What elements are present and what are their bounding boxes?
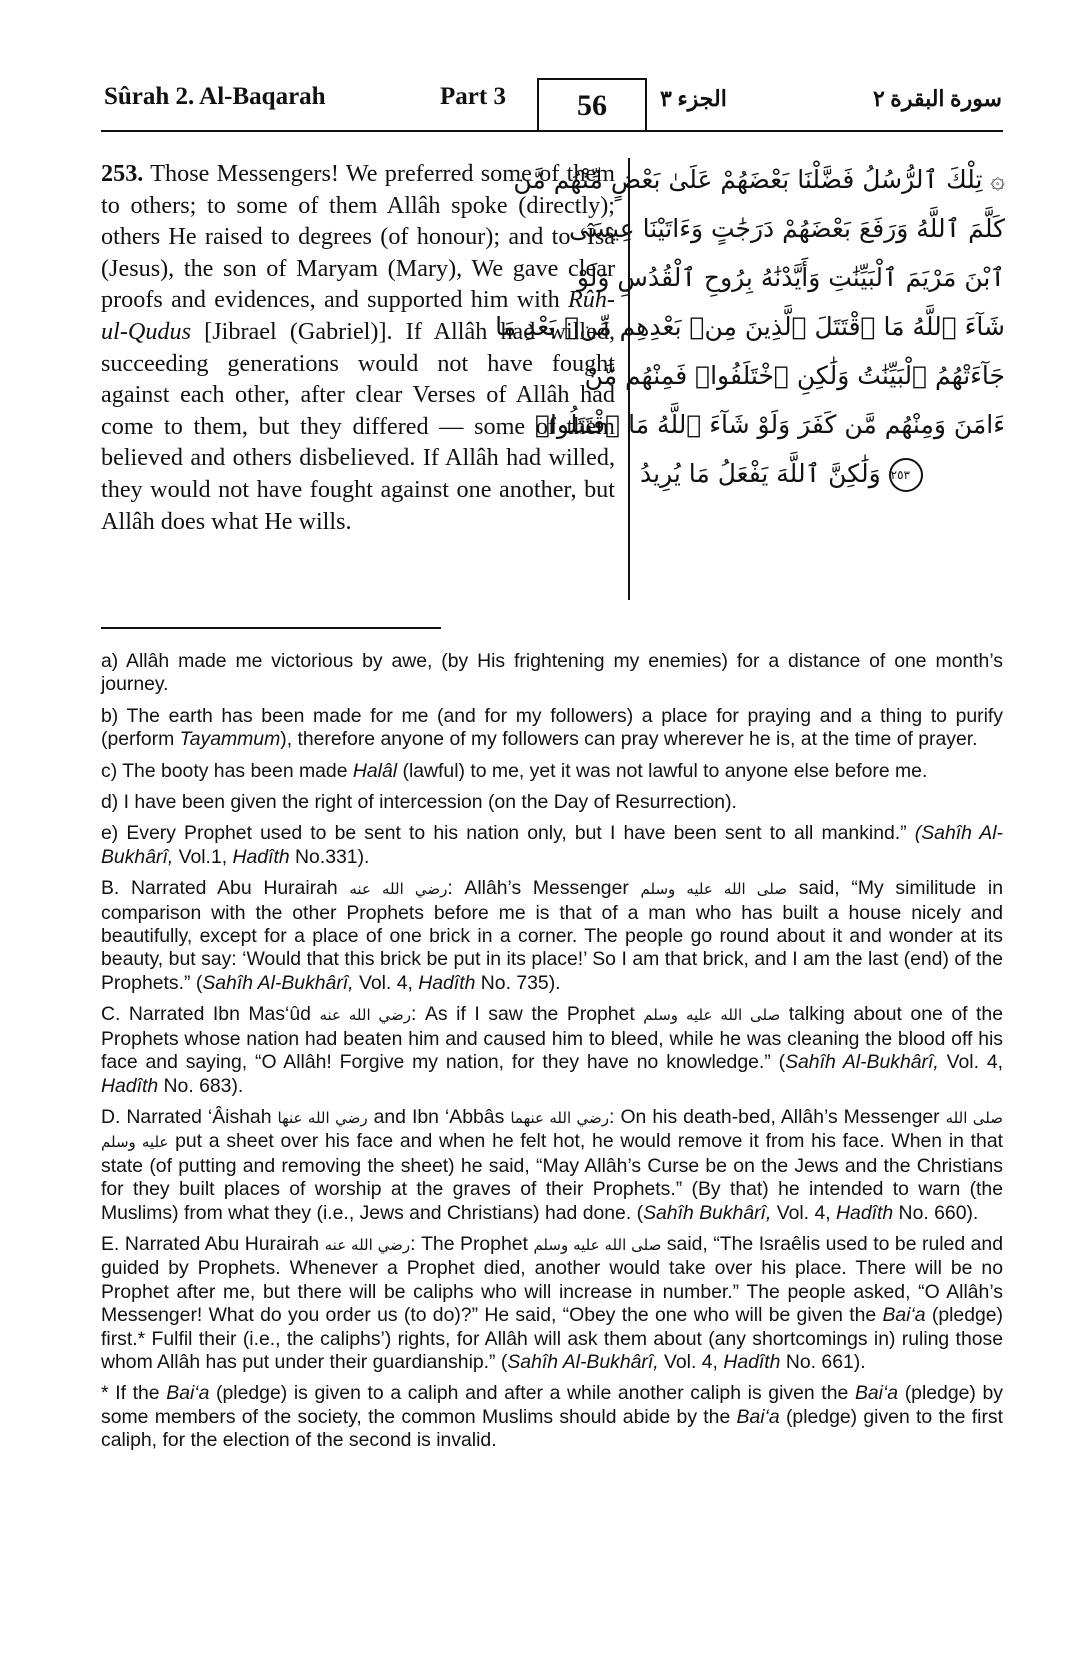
header-rule	[101, 130, 1003, 132]
arabic-line-text: وَلَٰكِنَّ ٱللَّهَ يَفْعَلُ مَا يُرِيدُ	[640, 459, 881, 488]
arabic-honorific: رضي الله عنه	[324, 1235, 411, 1254]
footnote-star	[101, 1382, 1003, 1452]
arabic-honorific: صلى الله عليه وسلم	[101, 1108, 1004, 1152]
arabic-honorific: صلى الله عليه وسلم	[643, 1006, 781, 1025]
note-text: : Allâh’s Messenger	[447, 877, 641, 900]
note-term: Hadîth	[101, 1074, 159, 1097]
note-text: (pledge) is given to a caliph and after a while another caliph is given the	[209, 1382, 855, 1405]
note-text: (pledge) first.* Fulfil their (i.e., the caliphs’) rights, for Allâh will ask them about (any shortcomings in) ruling those whom Allâh has put under their guardianship.” (	[101, 1304, 1004, 1373]
hadith-E	[101, 1233, 1003, 1374]
note-term: Hadîth	[418, 971, 476, 994]
verse-ruh-term: Rûh-ul-Qudus	[101, 286, 615, 345]
header-juz-arabic: الجزء ٣	[660, 86, 727, 111]
arabic-line: ءَامَنَ وَمِنْهُم مَّن كَفَرَ وَلَوْ شَآءَ ٱللَّهُ مَا ٱقْتَتَلُوا۟	[534, 410, 1005, 439]
note-reference: Sahîh Bukhârî,	[643, 1201, 772, 1224]
note-reference: Sahîh Al-Bukhârî,	[507, 1350, 659, 1373]
note-text: B. Narrated Abu Hurairah	[101, 877, 350, 900]
ayah-end-marker: ٢٥٣	[889, 458, 923, 492]
note-text: Vol.1,	[173, 845, 233, 868]
note-text: No.331).	[289, 845, 370, 868]
note-text: Vol. 4,	[771, 1201, 837, 1224]
note-text: (lawful) to me, yet it was not lawful to anyone else before me.	[397, 759, 928, 782]
note-term: Bai‘a	[166, 1382, 210, 1405]
arabic-honorific: رضي الله عنها	[277, 1108, 368, 1127]
note-b	[101, 705, 1003, 752]
hadith-notes	[101, 650, 1003, 1461]
note-text: b) The earth has been made for me (and for my followers) a place for praying and a thing to purify (perform	[101, 704, 1003, 751]
verse-text-part2: [Jibrael (Gabriel)]. If Allâh had willed, succeeding generations would not have fought against each other, after clear Verses of Allâh had come to them, but they differed — some of them believed and others disbelieved. If Allâh had willed, they would not have fought against one another, but Allâh does what He wills.	[101, 317, 615, 535]
note-text: : As if I saw the Prophet	[411, 1003, 644, 1026]
verse-number: 253.	[101, 160, 144, 187]
arabic-line-last	[640, 449, 1005, 498]
note-text: D. Narrated ‘Âishah	[101, 1105, 278, 1128]
note-c	[101, 760, 1003, 783]
note-text: No. 661).	[780, 1350, 866, 1373]
note-term: Bai‘a	[882, 1304, 926, 1327]
arabic-honorific: صلى الله عليه وسلم	[640, 880, 787, 899]
hadith-B	[101, 877, 1003, 995]
note-e	[101, 822, 1003, 869]
note-term: Halâl	[352, 759, 398, 782]
note-term: Bai‘a	[736, 1405, 780, 1428]
verse-arabic	[495, 155, 1005, 498]
note-term: Hadîth	[232, 845, 290, 868]
header-surah-arabic: سورة البقرة ٢	[872, 86, 1002, 111]
header-part: Part 3	[440, 83, 506, 110]
note-text: Vol. 4,	[658, 1350, 724, 1373]
note-text: No. 683).	[158, 1074, 244, 1097]
note-text: : On his death-bed, Allâh’s Messenger	[609, 1105, 946, 1128]
note-text: No. 660).	[893, 1201, 979, 1224]
note-text: put a sheet over his face and when he felt hot, he would remove it from his face. When in that state (of putting and removing the sheet) he said, “May Allâh’s Curse be on the Jews and the Christians for they built places of worship at the graves of their Prophets.” (By that) he intended to warn (the Muslims) from what they (i.e., Jews and Christians) had done. (	[101, 1130, 1003, 1224]
arabic-line: ۞ تِلْكَ ٱلرُّسُلُ فَضَّلْنَا بَعْضَهُمْ عَلَىٰ بَعْضٍ مِّنْهُم مَّن	[513, 165, 1005, 194]
note-text: * If the	[101, 1382, 167, 1405]
hadith-D	[101, 1106, 1003, 1225]
note-reference: Sahîh Al-Bukhârî,	[785, 1051, 939, 1074]
note-term: Hadîth	[836, 1201, 894, 1224]
note-d: d) I have been given the right of intercession (on the Day of Resurrection).	[101, 791, 737, 814]
arabic-honorific: صلى الله عليه وسلم	[533, 1235, 662, 1254]
note-text: (pledge) given to the first caliph, for the election of the second is invalid.	[101, 1405, 1003, 1452]
arabic-line: ٱبْنَ مَرْيَمَ ٱلْبَيِّنَٰتِ وَأَيَّدْنَٰهُ بِرُوحِ ٱلْقُدُسِ وَلَوْ	[576, 263, 1005, 292]
footnote-rule	[101, 627, 441, 629]
note-reference: Sahîh Al-Bukhârî,	[202, 971, 354, 994]
arabic-honorific: رضي الله عنهما	[510, 1108, 610, 1127]
note-reference: (Sahîh Al-Bukhârî,	[101, 822, 1004, 868]
note-text: E. Narrated Abu Hurairah	[101, 1232, 325, 1255]
note-text: and Ibn ‘Abbâs	[367, 1105, 511, 1128]
arabic-honorific: رضي الله عنه	[349, 880, 448, 899]
header-surah-title: Sûrah 2. Al-Baqarah	[104, 83, 326, 110]
note-text: said, “The Israêlis used to be ruled and guided by Prophets. Whenever a Prophet died, another would take over his place. There will be no Prophet after me, but there will be caliphs who will increase in number.” The people asked, “O Allâh’s Messenger! What do you order us (to do)?” He said, “Obey the one who will be given the	[101, 1232, 1003, 1327]
arabic-line: جَآءَتْهُمُ ٱلْبَيِّنَٰتُ وَلَٰكِنِ ٱخْتَلَفُوا۟ فَمِنْهُم مَّنْ	[584, 361, 1005, 390]
note-text: c) The booty has been made	[101, 759, 353, 782]
note-text: talking about one of the Prophets whose nation had beaten him and caused him to bleed, while he was cleaning the blood off his face and saying, “O Allâh! Forgive my nation, for they have no knowledge.” (	[101, 1003, 1003, 1074]
arabic-line: كَلَّمَ ٱللَّهُ وَرَفَعَ بَعْضَهُمْ دَرَجَٰتٍ وَءَاتَيْنَا عِيسَى	[569, 214, 1005, 243]
note-text: No. 735).	[475, 971, 561, 994]
note-term: Hadîth	[723, 1350, 781, 1373]
note-text: Vol. 4,	[353, 971, 419, 994]
note-term: Tayammum	[179, 728, 281, 751]
hadith-C	[101, 1003, 1003, 1098]
note-text: ), therefore anyone of my followers can pray wherever he is, at the time of prayer.	[280, 728, 978, 751]
note-text: e) Every Prophet used to be sent to his nation only, but I have been sent to all mankind.”	[101, 822, 915, 845]
verse-text-part1: Those Messengers! We preferred some of them to others; to some of them Allâh spoke (directly); others He raised to degrees (of honour); and to ‘Îsâ (Jesus), the son of Maryam (Mary), We gave clear proofs and evidences, and supported him with	[101, 160, 615, 314]
note-a: a) Allâh made me victorious by awe, (by His frightening my enemies) for a distance of one month’s journey.	[101, 650, 1003, 696]
arabic-honorific: رضي الله عنه	[319, 1006, 412, 1025]
note-term: Bai‘a	[854, 1382, 899, 1405]
note-text: (pledge) by some members of the society, the common Muslims should abide by the	[101, 1382, 1004, 1428]
note-text: : The Prophet	[410, 1232, 534, 1255]
page-number: 56	[537, 78, 647, 130]
note-text: said, “My similitude in comparison with the other Prophets before me is that of a man who has built a house nicely and beautifully, except for a place of one brick in a corner. The people go round about it and wonder at its beauty, but say: ‘Would that this brick be put in its place!’ So I am that brick, and I am the last (end) of the Prophets.” (	[101, 877, 1003, 994]
arabic-line: شَآءَ ٱللَّهُ مَا ٱقْتَتَلَ ٱلَّذِينَ مِنۢ بَعْدِهِم مِّنۢ بَعْدِ مَا	[495, 312, 1005, 341]
note-text: C. Narrated Ibn Mas‘ûd	[101, 1003, 320, 1026]
note-text: Vol. 4,	[938, 1051, 1003, 1074]
